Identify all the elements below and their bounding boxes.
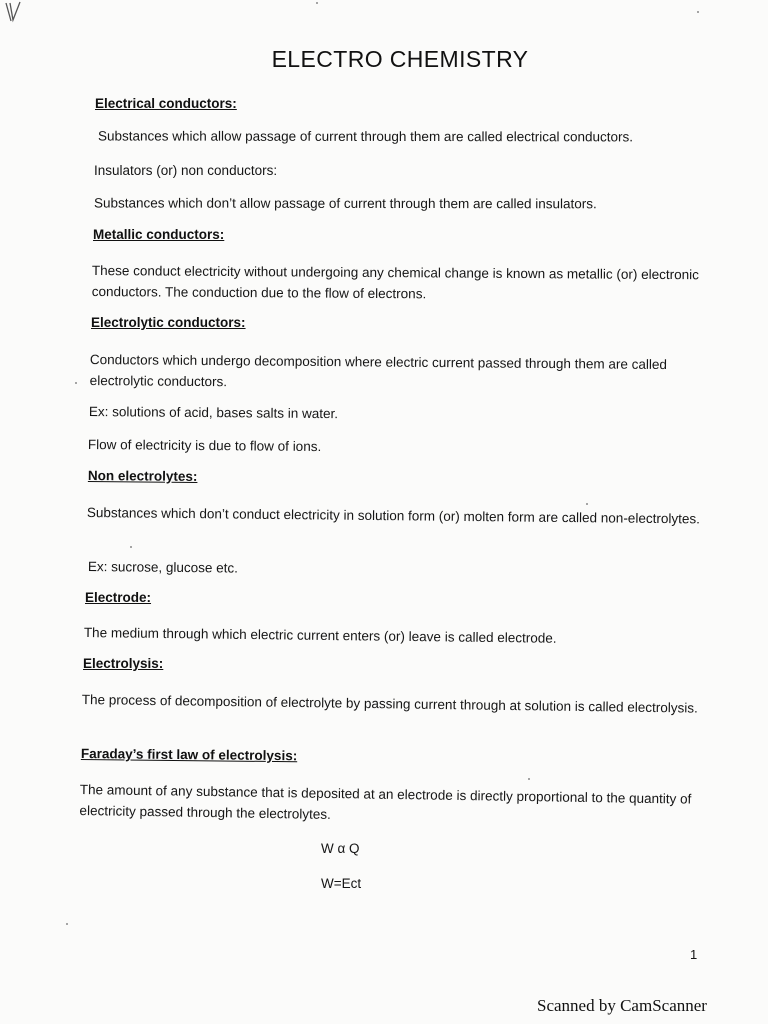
- paragraph-non-electrolytes-example: Ex: sucrose, glucose etc.: [87, 558, 239, 576]
- page-title: ELECTRO CHEMISTRY: [271, 46, 529, 72]
- paragraph-flow-of-ions: Flow of electricity is due to flow of ions.: [87, 436, 322, 455]
- heading-metallic-conductors: Metallic conductors:: [93, 227, 225, 242]
- scan-speck: [528, 778, 530, 780]
- scan-speck: [66, 923, 68, 925]
- heading-faraday-first-law: Faraday’s first law of electrolysis:: [80, 746, 298, 764]
- paragraph-insulators-title: Insulators (or) non conductors:: [94, 163, 278, 178]
- paragraph-electrode: The medium through which electric current enters (or) leave is called electrode.: [83, 624, 557, 646]
- heading-electrolytic-conductors: Electrolytic conductors:: [91, 315, 246, 330]
- heading-electrode: Electrode:: [85, 590, 152, 605]
- paragraph-insulators: Substances which don’t allow passage of current through them are called insulators.: [93, 195, 597, 212]
- heading-non-electrolytes: Non electrolytes:: [87, 468, 198, 484]
- scanner-watermark: Scanned by CamScanner: [537, 996, 707, 1015]
- scan-speck: [316, 2, 318, 4]
- paragraph-metallic-conductors: These conduct electricity without undergoing any chemical change is known as metallic (or) electronic conductors. The conduction due to the flow of electrons.: [91, 262, 700, 302]
- paragraph-faraday-first-law: The amount of any substance that is deposited at an electrode is directly proportional to the quantity of electricity passed through the electrolytes.: [79, 781, 692, 822]
- scan-speck: [697, 11, 699, 13]
- page-number: 1: [690, 947, 698, 962]
- scan-speck: [130, 546, 132, 548]
- paragraph-electrolysis: The process of decomposition of electrolyte by passing current through at solution is called electrolysis.: [81, 691, 698, 716]
- formula-w-equals-ect: W=Ect: [321, 876, 362, 891]
- paragraph-electrical-conductors: Substances which allow passage of current through them are called electrical conductors.: [97, 128, 634, 145]
- scan-corner-mark: [2, 0, 26, 28]
- heading-electrical-conductors: Electrical conductors:: [95, 96, 237, 111]
- formula-proportionality: W α Q: [321, 841, 360, 856]
- scan-speck: [586, 503, 588, 505]
- scan-speck: [75, 382, 77, 384]
- paragraph-electrolytic-conductors: Conductors which undergo decomposition where electric current passed through them are called electrolytic conductors.: [89, 351, 668, 390]
- paragraph-non-electrolytes: Substances which don’t conduct electricity in solution form (or) molten form are called non-electrolytes.: [86, 504, 700, 527]
- heading-electrolysis: Electrolysis:: [83, 656, 164, 671]
- paragraph-electrolytic-example: Ex: solutions of acid, bases salts in water.: [88, 403, 339, 422]
